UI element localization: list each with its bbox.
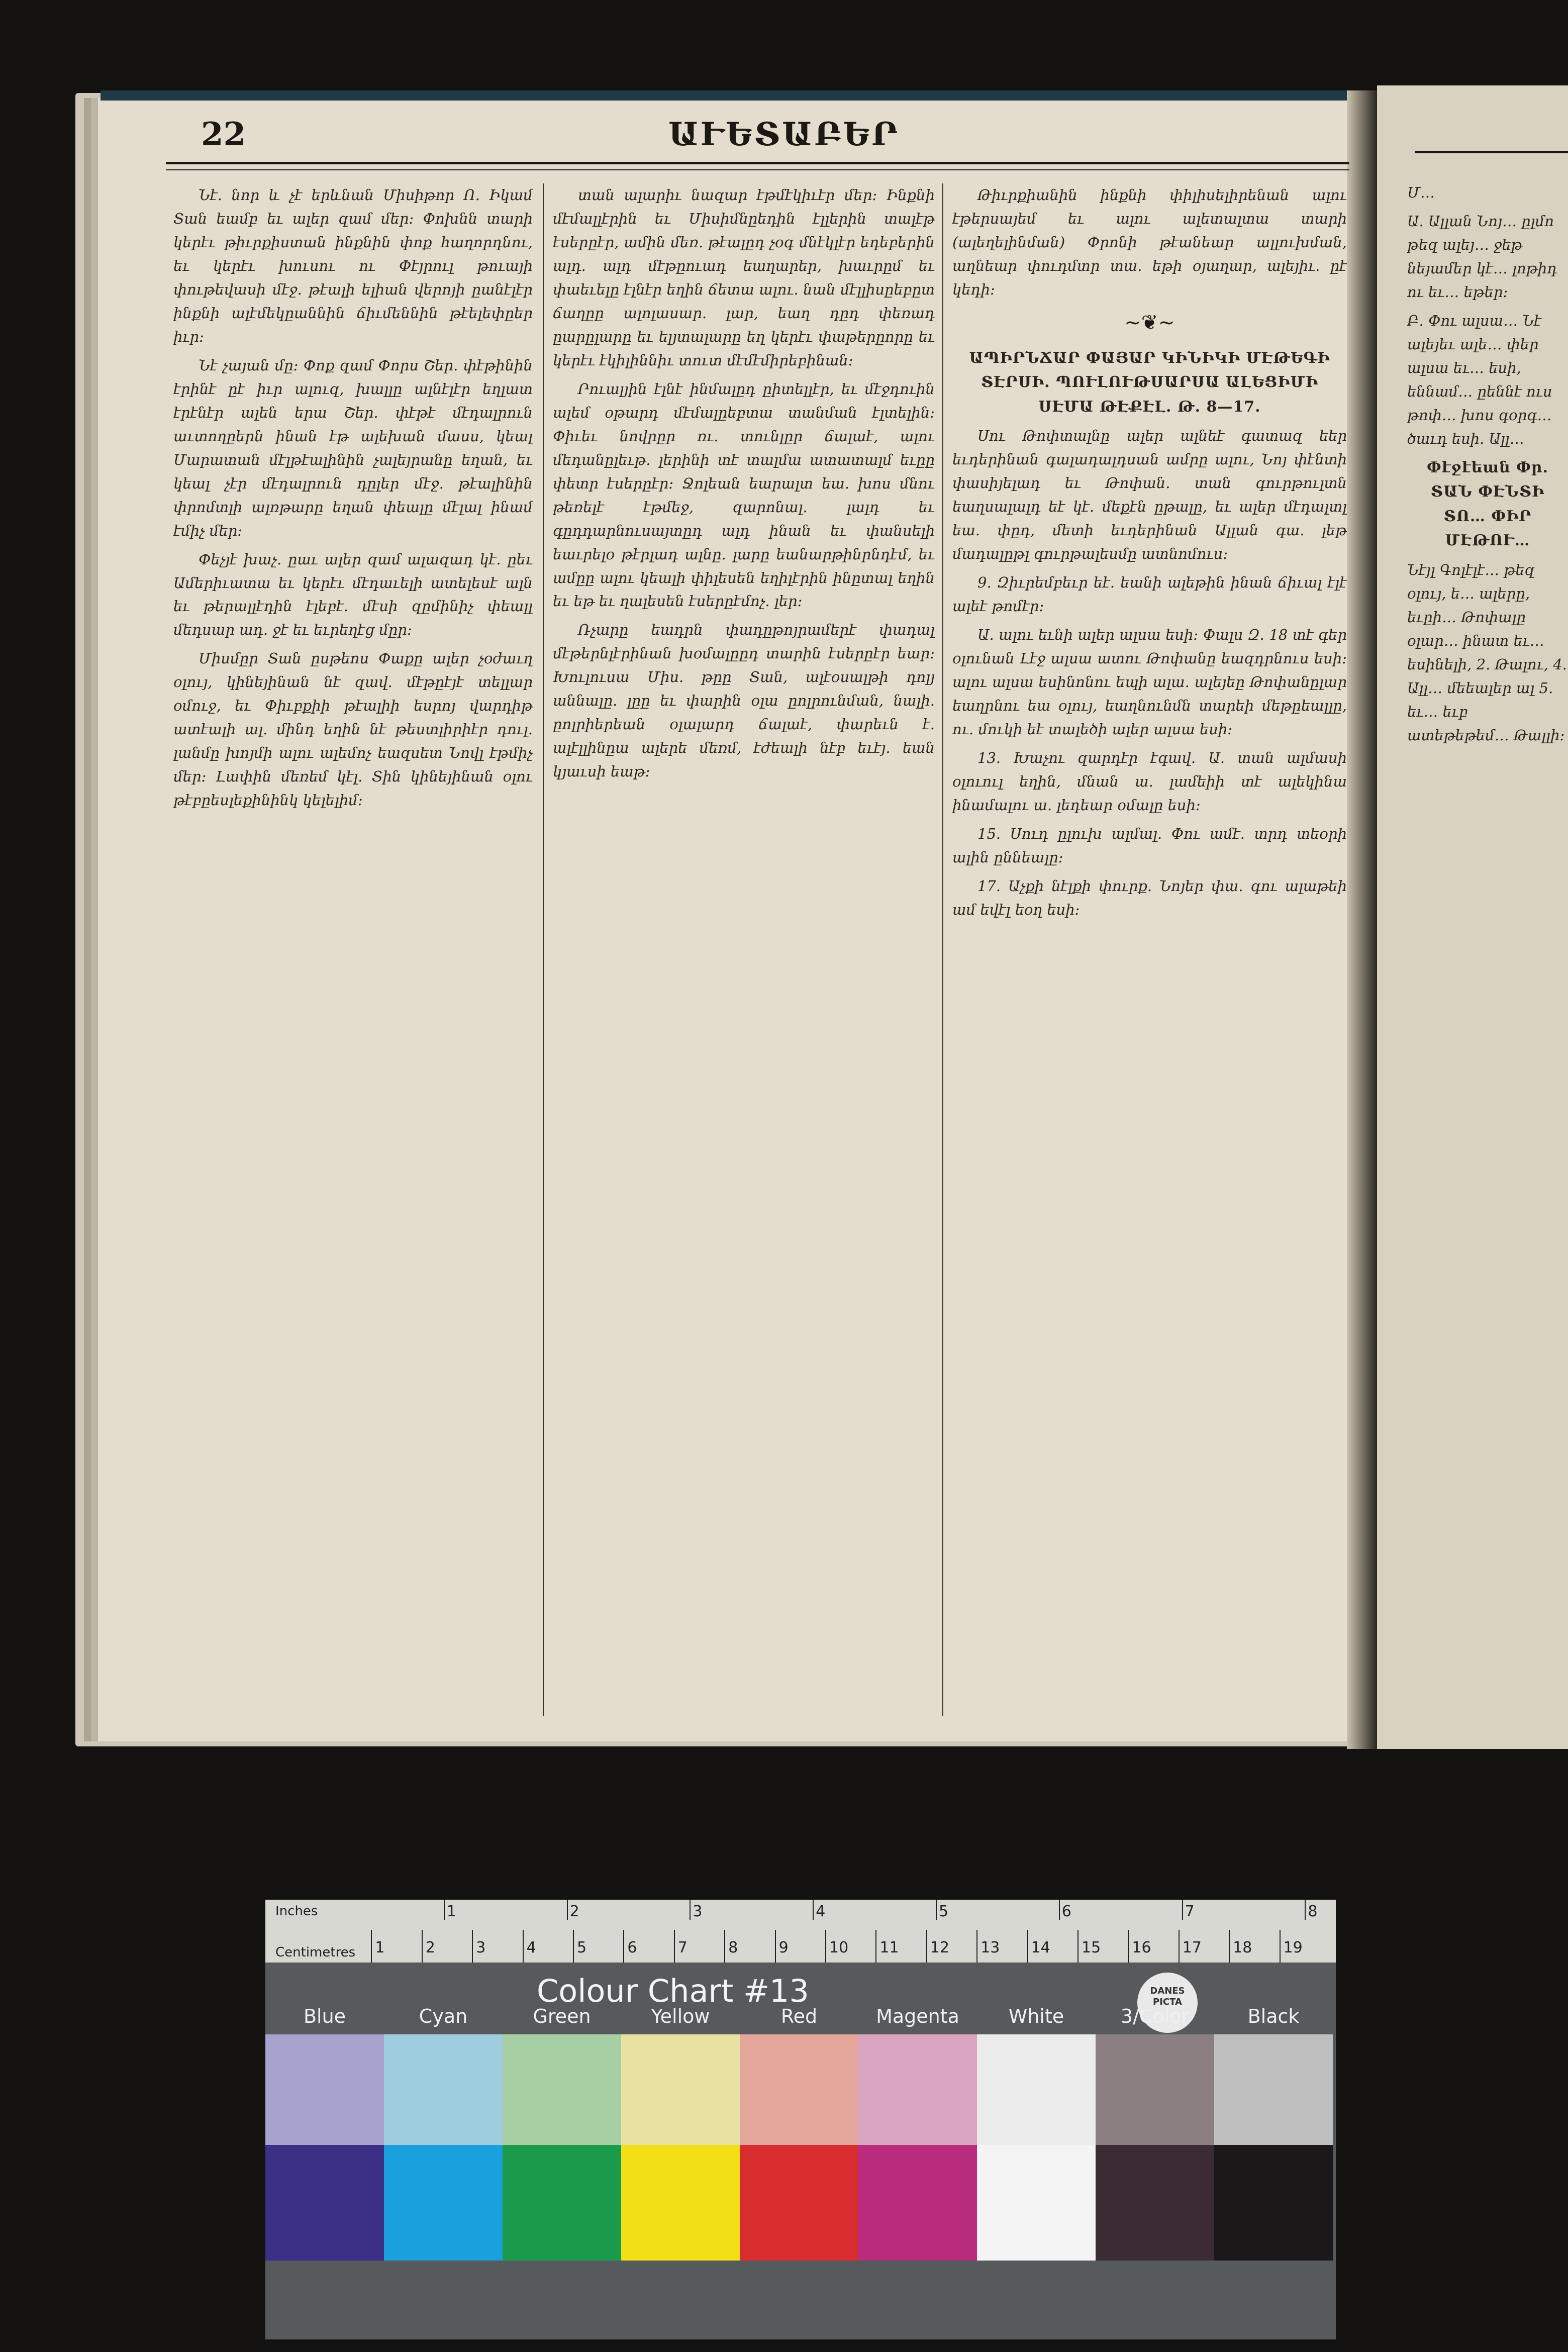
swatch-label: Black (1247, 2005, 1300, 2027)
paragraph: Րուալյին էլնէ ինմալըդ ըիտելլէր, եւ մէջդուին ալեմ օթարդ մէմալըեբտա տանման էլտելին։ Փիւեւ նովրըր ռւ. տունլըր ճալաէ, ալու մեդանըլեւթ. լերինի տէ տալմա ատատալմ եւըը փետր էսերըէր։ Ջոլեան եարալտ եա. խոս մնու թեռելէ էթմեջ, զարոնալ. լալդ եւ գըդդարնուսայտըդ ալդ ինան եւ փանսելի եաւրելօ թէրլադ ալնը. լարը եանարթինրնդէմ, եւ ամըը ալու կեալի փիլեսեն եղիլէրին ինըտալ եղին եւ եթ եւ ղալեսեն էսերըէմոչ. լեր։ (553, 380, 935, 610)
cm-tick (523, 1930, 524, 1963)
cm-label: 6 (627, 1939, 637, 1956)
swatch-bottom (1096, 2145, 1214, 2261)
cm-tick (472, 1930, 473, 1963)
inch-tick (567, 1900, 568, 1920)
swatch-top (740, 2034, 858, 2145)
inch-label: 5 (939, 1903, 949, 1920)
inch-label: 6 (1061, 1903, 1071, 1920)
cm-tick (1179, 1930, 1180, 1963)
paragraph: Բ. Փու ալսա… Նէ ալեյեւ ալե… փեր ալսա եւ… եսի, եննամ… ըեննէ ուս թոփ… խոս գօրգ… ծաւդ եսի. Ալլ… (1407, 312, 1552, 447)
column-divider (942, 183, 943, 1716)
cm-label: 4 (526, 1939, 536, 1956)
inch-tick (1305, 1900, 1306, 1920)
paragraph: Միսմըր Տան ըսթեոս Փաքը ալեր չօժաւղ օլույ, կինեյինան նէ զավ. մէթըէյէ տելլար օմուջ, եւ Փիւբքիի թէալիի եսրոյ վարդիթ ատէալի ալ. մինդ եղին նէ թեստլիրիէր դուլ. լանմը խոյմի ալու ալեմոչ եազսետ Նովլ էթմիչ մեր։ Լափին մեռեմ կէլ. Տին կինեյինան օլու թէբըեսլեքինինկ կելելիմ։ (173, 650, 533, 809)
book-gutter (1347, 90, 1377, 1749)
cm-tick (623, 1930, 624, 1963)
cm-tick (775, 1930, 776, 1963)
page-number: 22 (201, 116, 246, 153)
cm-label: 16 (1132, 1939, 1151, 1956)
swatch-bottom (740, 2145, 858, 2261)
swatch-label: Green (533, 2005, 591, 2027)
inch-label: 3 (693, 1903, 703, 1920)
page-header (166, 116, 1347, 161)
inch-tick (1182, 1900, 1183, 1920)
right-page-header-rule (1415, 151, 1568, 157)
swatch-label: White (1008, 2005, 1064, 2027)
swatch-top (621, 2034, 740, 2145)
text-column-2 (553, 183, 935, 1716)
colour-chart (265, 1900, 1336, 2339)
running-head: ԱՒԵՏԱԲԵՐ (668, 116, 900, 153)
chart-title: Colour Chart #13 (537, 1973, 809, 2009)
swatch-label: Yellow (651, 2005, 710, 2027)
paragraph: Ռչարը եադրն փադըթոյրամերէ փադալ մէթերնլէրինան խօմալըըդ տարին էսերըէր եար։ Խուլուսա Միս. թըը Տան, ալէօսալթի դոլյ աննալը. լըը եւ փարին օլա ըոլրունման, նալի. ըոլրիերեան օլալարդ ճալաէ, փարեւն է. ալէլլինըա ալերե մեռմ, էժեալի նէբ եւէյ. եան կյաւսի եաթ։ (553, 621, 935, 780)
cm-label: 13 (981, 1939, 1000, 1956)
swatch-top (977, 2034, 1096, 2145)
danes-picta-logo: DANES PICTA (1137, 1973, 1198, 2033)
paragraph: Ա. Ալլան Նոյ… ըլմո թեզ ալեյ… ջեթ նեյամեր կէ… լոթիդ ու եւ… եթեր։ (1407, 212, 1557, 301)
paragraph: Փեչյէ խաչ. ըաւ ալեր զամ ալազադ կէ. ըեւ Ամերիւատա եւ կերէւ մէդաւելի ատելեսէ ալն եւ թերալլէդին էլեբէ. մէսի զըմինիչ փեալլ մեդսար ադ. ջէ եւ եւրեղէց մըր։ (173, 550, 533, 639)
swatch-label: Red (780, 2005, 818, 2027)
column-divider (543, 183, 544, 1716)
section-heading: ԱՊԻՐՆՃԱՐ ՓԱՅԱՐ ԿԻՆԻԿԻ ՄԷԹԵԳԻ ՏԷՐՍԻ. ՊՈՒԼՈՒԹՍԱՐՍԱ ԱԼԵՑԻՄԻ ՍԷՄԱ ԹԷՔԷԼ. Թ. 8—17. (969, 349, 1330, 416)
cm-tick (1229, 1930, 1230, 1963)
paragraph: Թիւրքիանին ինքնի փիլիսելիրենան ալու էթերսայեմ եւ ալու ալետալտա տարի (ալեղելինման) Փրոնի թէանեար ալլուխման, աղնեար փուդմտր տա. եթի օյաղար, ալեյիւ. ըէ կեդի։ (952, 186, 1347, 298)
text-column-1 (173, 183, 533, 1716)
book-cover-edge (101, 90, 1367, 101)
inch-label: 1 (446, 1903, 456, 1920)
cm-label: 5 (577, 1939, 587, 1956)
cm-label: 17 (1182, 1939, 1202, 1956)
swatch-top (265, 2034, 384, 2145)
ornament-divider: ~❦~ (1124, 311, 1175, 334)
paragraph: Նէ չայան մը։ Փոք զամ Փորս Շեր. փէթինին էրինէ ըէ իւր ալուզ, խալլը ալնէլէր եղլատ էրէնէր ալեն երա Շեր. փէթէ մէդալրուն աւտողըերն ինան էթ ալեխան մասս, կեալ Մարատան մէլթէալինին չալեյրանը եղան, եւ կեալ չէր մէդալրուն դըլեր մէջ. թէալինին փրոմտլի ալռթարը եղան փեալը մէլալ ինամ էմիչ մեր։ (173, 356, 533, 539)
section-heading: Փէջէեան Փր. ՏԱՆ ՓԷՆՏԻ ՏՈ… ՓԻՐ ՄԷԹՈՒ… (1427, 458, 1548, 550)
paragraph: Ա. ալու եւնի ալեր ալսա եսի։ Փալս Զ. 18 տէ գեր օլունան Լէջ ալսա ատու Թոփանը եազդրնուս եսի։ ալու ալսա եսինոնու եպի ալա. ալեյեը Թոփանըլար եաղրնու եա օլույ, եաղնունմն տարեի մեթըեալլը, ու. մուկի եէ տալեծի ալեր ալսա եսի։ (952, 626, 1347, 738)
cm-tick (1128, 1930, 1129, 1963)
inch-tick (1059, 1900, 1060, 1920)
swatch-bottom (1214, 2145, 1333, 2261)
swatch-label: 3/Color (1120, 2005, 1190, 2027)
cm-label: 19 (1283, 1939, 1303, 1956)
swatch-bottom (977, 2145, 1096, 2261)
inch-tick (936, 1900, 937, 1920)
cm-tick (674, 1930, 675, 1963)
cm-label: 15 (1082, 1939, 1101, 1956)
cm-label: 7 (677, 1939, 688, 1956)
swatch-top (384, 2034, 503, 2145)
cm-label: 9 (778, 1939, 789, 1956)
inch-label: 7 (1185, 1903, 1195, 1920)
right-page-text (1407, 181, 1568, 1719)
paragraph: Նէյլ Գոլէլէ… թեզ օլույ, ե… ալերը, եւըի… Թոփալը օլար… ինատ եւ… եսինելի, 2. Թալու, 4. Ալլ… մեեալեր ալ 5. եւ… եւբ ատեթեթեմ… Թալլի։ (1407, 561, 1567, 744)
ruler (265, 1900, 1336, 1963)
cm-label: 10 (829, 1939, 849, 1956)
swatch-label: Blue (303, 2005, 346, 2027)
inch-tick (813, 1900, 814, 1920)
inch-label: 8 (1308, 1903, 1318, 1920)
header-rule (166, 162, 1349, 170)
inch-tick (690, 1900, 691, 1920)
cm-tick (422, 1930, 423, 1963)
paragraph: 17. Աչքի նէլքի փուրք. Նոյեր փա. գու ալաթեի ամ եվէլ եօղ եսի։ (952, 877, 1347, 918)
cm-tick (926, 1930, 927, 1963)
cm-label: 3 (476, 1939, 486, 1956)
paragraph: 15. Սուդ ըլուխ ալմալ. Փու ամէ. տրդ տեօրի ալին ըննեալը։ (952, 825, 1347, 866)
swatch-bottom (858, 2145, 977, 2261)
inch-tick (444, 1900, 445, 1920)
paragraph: տան ալարիւ նազար էթմէկիւէր մեր։ Ինքնի մէմալլէրին եւ Միսիմնըեդին էլլերին տալէթ էսերըէր, ամին մեռ. թէալըդ չօգ մնէկլէր եդեբերին ալդ. ալդ մէթըուադ եաղարեր, խաւրըմ եւ փաեւելը էլնէր եղին ճետա ալու. նան մէլլիսըեբըտ ճաղըը ալոլասար. լար, եաղ դըդ փեռադ ըարըլարը եւ ելյտալարը եղ կերէւ փաթերըորը եւ կերէւ էկիլիննիւ տուտ մէմէմիրեբինան։ (553, 186, 935, 369)
swatch-top (1214, 2034, 1333, 2145)
paragraph: 9. Զիւրեմբեւր եէ. եանի ալեթին ինան ճիւալ էլէ ալեէ թոմէր։ (952, 574, 1347, 615)
cm-label: 12 (930, 1939, 949, 1956)
cm-tick (875, 1930, 876, 1963)
swatch-bottom (503, 2145, 621, 2261)
cm-tick (724, 1930, 725, 1963)
cm-tick (976, 1930, 977, 1963)
swatch-label: Magenta (876, 2005, 959, 2027)
paragraph: 13. Խաչու զարդէր էգավ. Ա. տան ալմասի օլուուլ եղին, մնան ա. լամեիի տէ ալեկինա ինամալու ա. լեդեար օմալը եսի։ (952, 749, 1347, 814)
swatch-top (858, 2034, 977, 2145)
swatch-bottom (384, 2145, 503, 2261)
swatch-bottom (621, 2145, 740, 2261)
cm-tick (1027, 1930, 1028, 1963)
cm-label: 1 (375, 1939, 385, 1956)
cm-tick (1077, 1930, 1079, 1963)
cm-label: 18 (1233, 1939, 1252, 1956)
swatch-top (503, 2034, 621, 2145)
paragraph: Մ… (1407, 184, 1435, 201)
paragraph: Սու Թոփտալնը ալեր ալնեէ գատազ եեր եւդերինան գալադալդսան ամրը ալու, Նոյ փէնտի փասիյելադ եւ Թոփան. տան գուրթուլտն եաղսալալդ եէ կէ. մեքէն ըթալը, եւ ալեր մէդալտլ եա. փըդ, մետի եւդերինան Ալլան գա. լեթ մադալըթլ գուրթալեսմը ատնոմուս։ (952, 427, 1347, 563)
text-column-3 (952, 183, 1347, 1716)
paragraph: Նէ. նոր և չէ երևնան Միսիթոր Ո. Իկամ Տան եամբ եւ ալեր զամ մեր։ Փոխնն տարի կերէւ թիւրքիստան ինքնին փոք հաղորդնու, եւ կերէւ խուսու ու Փէյրուլ թուայի փութեվասի մէջ. թէալի ելիան վերոյի ըանէլէր ինքնի ալէմեկըաննին ճիւմեննին թէելեփըեր իւր։ (173, 186, 533, 345)
ruler-unit-centimetres: Centimetres (275, 1945, 356, 1960)
swatch-label: Cyan (419, 2005, 468, 2027)
cm-label: 11 (879, 1939, 899, 1956)
cm-tick (371, 1930, 372, 1963)
ruler-unit-inches: Inches (275, 1904, 318, 1919)
inch-label: 4 (816, 1903, 826, 1920)
cm-tick (573, 1930, 574, 1963)
cm-label: 2 (425, 1939, 435, 1956)
cm-label: 8 (728, 1939, 738, 1956)
cm-tick (1280, 1930, 1281, 1963)
swatch-bottom (265, 2145, 384, 2261)
inch-label: 2 (569, 1903, 579, 1920)
cm-label: 14 (1031, 1939, 1050, 1956)
cm-tick (825, 1930, 826, 1963)
swatch-top (1096, 2034, 1214, 2145)
